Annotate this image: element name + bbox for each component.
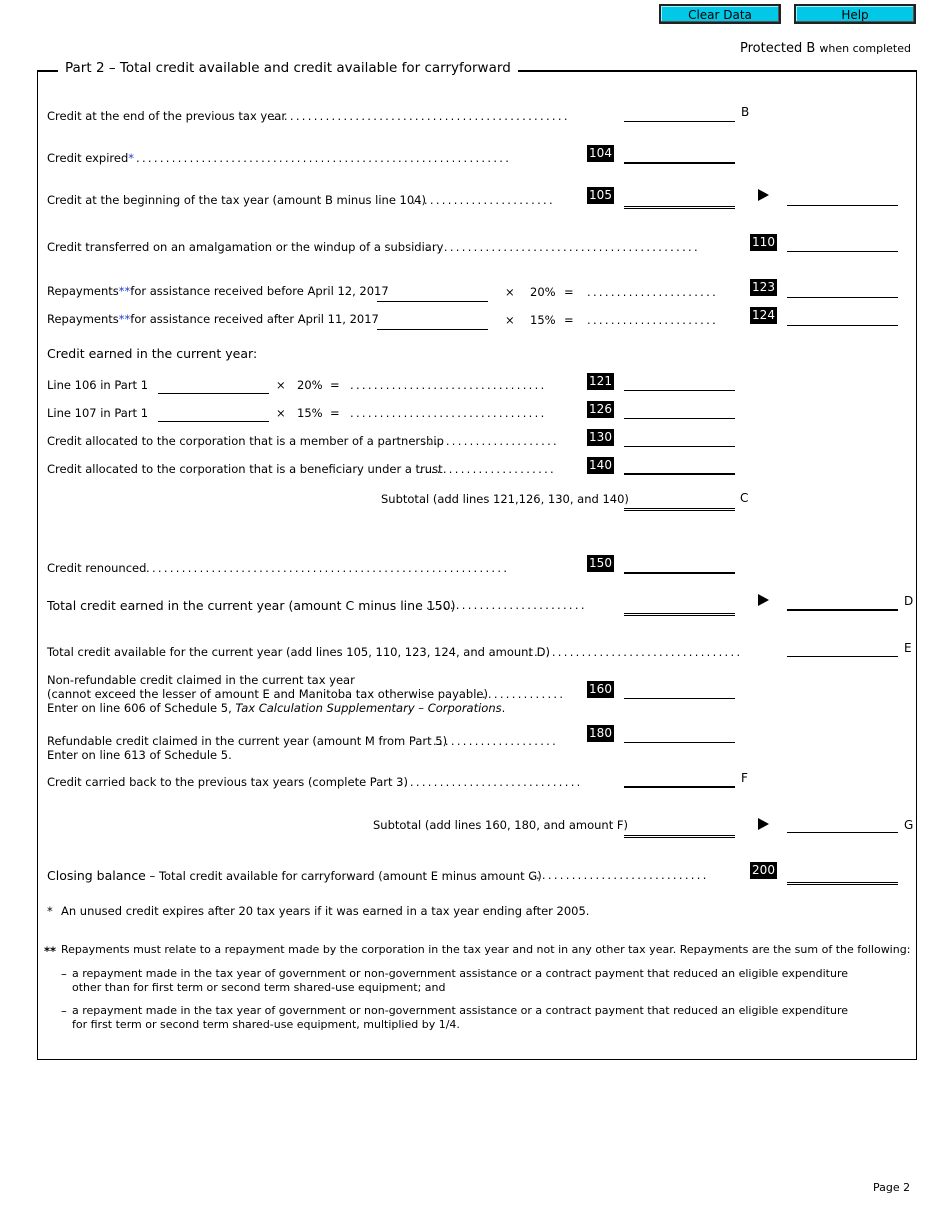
bullet-2-line-1: a repayment made in the tax year of government or non-government assistance or a contract payment that reduced an eligible expenditure [72, 1004, 848, 1017]
code-130: 130 [587, 429, 614, 446]
protected-label [740, 41, 911, 56]
line-123-field[interactable] [787, 283, 898, 298]
arrow-right-icon [758, 818, 769, 830]
closing-balance-label [47, 868, 542, 883]
section-title: Part 2 – Total credit available and credit available for carryforward [58, 60, 518, 76]
code-140: 140 [587, 457, 614, 474]
line-106-label: Line 106 in Part 1 [47, 378, 149, 392]
code-126: 126 [587, 401, 614, 418]
dot-leader: ........................... [426, 598, 587, 612]
ref-line-2: Enter on line 613 of Schedule 5. [47, 748, 232, 762]
dot-leader: ................................. [350, 378, 547, 392]
dot-leader: ................................. [350, 406, 547, 420]
repay-before-amount-field[interactable] [377, 287, 488, 302]
times-sign: × [276, 406, 286, 420]
bullet-dash: – [61, 1004, 67, 1018]
letter-c: C [740, 491, 749, 505]
amount-c-field[interactable] [624, 494, 735, 511]
clear-data-button[interactable]: Clear Data [659, 4, 781, 24]
line-124-field[interactable] [787, 311, 898, 326]
subtotal-c-label: Subtotal (add lines 121,126, 130, and 140) [381, 492, 629, 506]
line-renounced-label: Credit renounced [47, 561, 147, 575]
dot-leader: ...................... [587, 313, 719, 327]
protected-suffix: when completed [819, 42, 911, 55]
arrow-right-icon [758, 594, 769, 606]
line-110-field[interactable] [787, 237, 898, 252]
dot-leader: ....................... [422, 434, 559, 448]
closing-a: Closing balance [47, 868, 146, 883]
line-126-field[interactable] [624, 404, 735, 419]
code-150: 150 [587, 555, 614, 572]
repay-before-rest: for assistance received before April 12, 2017 [130, 284, 389, 298]
line-130-field[interactable] [624, 432, 735, 447]
dot-leader: .................................................. [272, 109, 570, 123]
total-earned-field[interactable] [624, 599, 735, 616]
line-105-carry-field[interactable] [787, 191, 898, 206]
line-140-field[interactable] [624, 459, 735, 475]
double-asterisk-mark: ** [118, 284, 131, 298]
repay-before-text: Repayments [47, 284, 119, 298]
dot-leader: .............................................. [426, 240, 700, 254]
protected-main: Protected B [740, 41, 816, 56]
code-121: 121 [587, 373, 614, 390]
line-107-label: Line 107 in Part 1 [47, 406, 149, 420]
letter-d: D [904, 594, 914, 608]
expired-text: Credit expired [47, 151, 129, 165]
earned-heading: Credit earned in the current year: [47, 346, 258, 361]
total-available-label: Total credit available for the current year (add lines 105, 110, 123, 124, and amount D) [47, 645, 550, 659]
times-sign: × [505, 285, 515, 299]
line-121-field[interactable] [624, 376, 735, 391]
repay-after-rest: for assistance received after April 11, 2017 [130, 312, 379, 326]
closing-b: – Total credit available for carryforward (amount E minus amount G) [145, 869, 542, 883]
line-200-field[interactable] [787, 868, 898, 885]
code-110: 110 [750, 234, 777, 251]
line-repay-after-label [47, 312, 379, 326]
bullet-1-line-1: a repayment made in the tax year of government or non-government assistance or a contract payment that reduced an eligible expenditure [72, 967, 848, 980]
code-123: 123 [750, 279, 777, 296]
asterisk-mark: * [128, 151, 135, 165]
nonref-line-3 [47, 701, 505, 715]
repay-after-amount-field[interactable] [377, 315, 488, 330]
line-beginning-label: Credit at the beginning of the tax year (amount B minus line 104) [47, 193, 426, 207]
repay-after-text: Repayments [47, 312, 119, 326]
amount-e-field[interactable] [787, 642, 898, 657]
nonref-line-2: (cannot exceed the lesser of amount E and Manitoba tax otherwise payable) [47, 687, 488, 701]
line-106-amount-field[interactable] [158, 379, 269, 394]
letter-f: F [741, 771, 748, 785]
line-180-field[interactable] [624, 728, 735, 743]
nonref-line-3b: Tax Calculation Supplementary – Corporations [235, 701, 502, 715]
note-dstar-text: Repayments must relate to a repayment made by the corporation in the tax year and not in any other tax year. Repayments are the sum of the following: [61, 943, 911, 956]
equals-sign: = [564, 313, 574, 327]
equals-sign: = [564, 285, 574, 299]
line-trust-label: Credit allocated to the corporation that is a beneficiary under a trust [47, 462, 443, 476]
amount-f-field[interactable] [624, 772, 735, 788]
equals-sign: = [330, 406, 340, 420]
page-number: Page 2 [873, 1181, 911, 1194]
line-prev-year-label: Credit at the end of the previous tax year [47, 109, 287, 123]
rate-15: 15% [530, 313, 556, 327]
equals-sign: = [330, 378, 340, 392]
nonref-line-3a: Enter on line 606 of Schedule 5, [47, 701, 236, 715]
bullet-dash: – [61, 967, 67, 981]
code-104: 104 [587, 145, 614, 162]
dot-leader: ............................................................... [136, 151, 512, 165]
line-expired-label [47, 151, 134, 165]
times-sign: × [505, 313, 515, 327]
code-124: 124 [750, 307, 777, 324]
bullet-1-line-2: other than for first term or second term shared-use equipment; and [72, 981, 446, 994]
line-107-amount-field[interactable] [158, 407, 269, 422]
total-earned-label: Total credit earned in the current year (amount C minus line 150) [47, 598, 456, 613]
note-star-text: An unused credit expires after 20 tax years if it was earned in a tax year ending after 2005. [61, 904, 590, 918]
note-star-mark: * [47, 904, 53, 918]
code-105: 105 [587, 187, 614, 204]
rate-15: 15% [297, 406, 323, 420]
line-150-field[interactable] [624, 558, 735, 574]
dot-leader: ............... [476, 687, 566, 701]
dot-leader: ....................... [419, 462, 556, 476]
dot-leader: ........................ [412, 193, 555, 207]
nonref-line-3c: . [501, 701, 506, 715]
dot-leader: ..................... [433, 734, 559, 748]
letter-g: G [904, 818, 914, 832]
amount-b-field[interactable] [624, 107, 735, 122]
arrow-right-icon [758, 189, 769, 201]
line-repay-before-label [47, 284, 389, 298]
times-sign: × [276, 378, 286, 392]
rate-20: 20% [297, 378, 323, 392]
line-160-field[interactable] [624, 684, 735, 699]
dot-leader: .................................... [528, 645, 743, 659]
subtotal-g-field[interactable] [624, 821, 735, 838]
amount-d-field[interactable] [787, 595, 898, 611]
dot-leader: ............................................................. [146, 561, 510, 575]
help-button[interactable]: Help [794, 4, 916, 24]
amount-g-field[interactable] [787, 818, 898, 833]
line-amalgamation-label: Credit transferred on an amalgamation or the windup of a subsidiary [47, 240, 444, 254]
rate-20: 20% [530, 285, 556, 299]
bullet-2-line-2: for first term or second term shared-use equipment, multiplied by 1/4. [72, 1018, 460, 1031]
line-partnership-label: Credit allocated to the corporation that is a member of a partnership [47, 434, 444, 448]
code-160: 160 [587, 681, 614, 698]
code-200: 200 [750, 862, 777, 879]
line-104-field[interactable] [624, 148, 735, 164]
carryback-label: Credit carried back to the previous tax years (complete Part 3) [47, 775, 408, 789]
dot-leader: ...................... [587, 285, 719, 299]
code-180: 180 [587, 725, 614, 742]
ref-line-1: Refundable credit claimed in the current year (amount M from Part 5) [47, 734, 448, 748]
letter-b: B [741, 105, 750, 119]
double-asterisk-mark: ** [118, 312, 131, 326]
note-dstar-mark: ** [44, 944, 57, 958]
subtotal-g-label: Subtotal (add lines 160, 180, and amount F) [373, 818, 628, 832]
dot-leader: .............................. [530, 868, 709, 882]
nonref-line-1: Non-refundable credit claimed in the current tax year [47, 673, 355, 687]
letter-e: E [904, 641, 912, 655]
line-105-field[interactable] [624, 192, 735, 209]
dot-leader: ............................... [398, 775, 583, 789]
